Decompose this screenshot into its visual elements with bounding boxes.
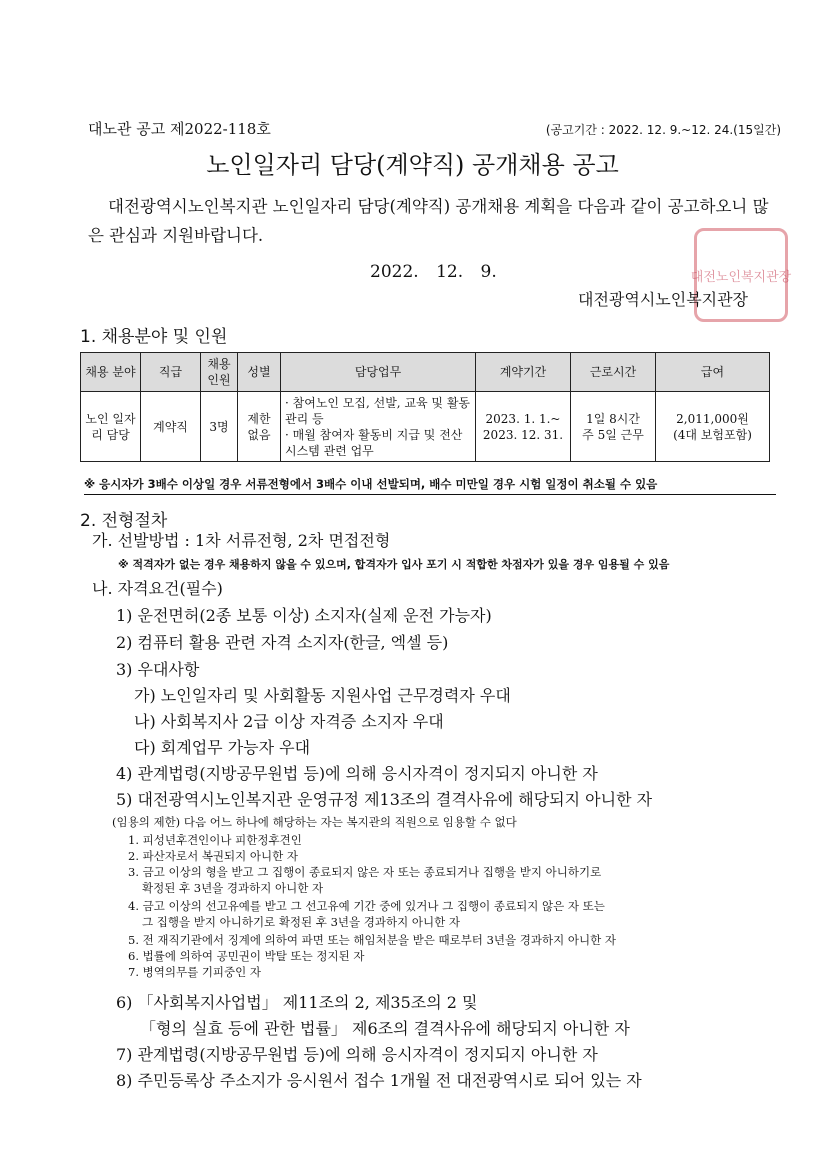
selection-note: ※ 적격자가 없는 경우 채용하지 않을 수 있으며, 합격자가 입사 포기 시 적합한 차점자가 있을 경우 임용될 수 있음 [118,558,670,571]
qual-item-2: 2) 컴퓨터 활용 관련 자격 소지자(한글, 엑셀 등) [116,633,449,652]
qual-item-3: 3) 우대사항 [116,660,200,679]
limit-item-3-cont: 확정된 후 3년을 경과하지 아니한 자 [142,881,324,895]
limit-item-1: 1. 피성년후견인이나 피한정후견인 [128,833,302,847]
intro-text: 대전광역시노인복지관 노인일자리 담당(계약직) 공개채용 계획을 다음과 같이 공고하오니 많은 관심과 지원바랍니다. [88,197,769,245]
pay-amount: 2,011,000원 [676,411,749,426]
th-field: 채용 분야 [81,353,141,392]
contract-end: 2023. 12. 31. [482,427,564,442]
qual-item-6b: 「형의 실효 등에 관한 법률」 제6조의 결격사유에 해당되지 아니한 자 [140,1019,630,1038]
th-contract: 계약기간 [476,353,571,392]
th-rank: 직급 [141,353,201,392]
pay-note: (4대 보험포함) [673,427,752,442]
page-title: 노인일자리 담당(계약직) 공개채용 공고 [206,151,619,179]
th-count: 채용 인원 [201,353,238,392]
seal-text: 대전노인복지관장 [690,270,792,285]
limit-heading [112,814,517,830]
cell-rank: 계약직 [141,392,201,462]
contract-start: 2023. 1. 1.~ [485,411,561,426]
limit-item-7: 7. 병역의무를 기피중인 자 [128,965,262,979]
notice-date: 2022. 12. 9. [370,262,497,282]
hiring-table [80,352,770,462]
cell-contract [476,392,571,462]
cell-pay [656,392,770,462]
qual-item-3a: 가) 노인일자리 및 사회활동 지원사업 근무경력자 우대 [134,686,511,705]
cell-gender: 제한 없음 [238,392,281,462]
qual-item-4: 4) 관계법령(지방공무원법 등)에 의해 응시자격이 정지되지 아니한 자 [116,764,598,783]
duty-item-1: · 참여노인 모집, 선발, 교육 및 활동관리 등 [285,395,471,426]
section1-title: 1. 채용분야 및 인원 [80,327,228,347]
selection-method: 가. 선발방법 : 1차 서류전형, 2차 면접전형 [92,531,391,550]
qual-item-3c: 다) 회계업무 가능자 우대 [134,738,311,757]
organization-name: 대전광역시노인복지관장 [578,290,749,309]
hours-week: 주 5일 근무 [582,427,644,442]
qual-item-6a: 6) 「사회복지사업법」 제11조의 2, 제35조의 2 및 [116,993,478,1012]
qual-item-5: 5) 대전광역시노인복지관 운영규정 제13조의 결격사유에 해당되지 아니한 자 [116,790,653,809]
limit-item-5: 5. 전 재직기관에서 징계에 의하여 파면 또는 해임처분을 받은 때로부터 3년을 경과하지 아니한 자 [128,933,616,947]
qual-item-1: 1) 운전면허(2종 보통 이상) 소지자(실제 운전 가능자) [116,606,492,625]
limit-item-4: 4. 금고 이상의 선고유예를 받고 그 선고유예 기간 중에 있거나 그 집행이 종료되지 않은 자 또는 [128,899,605,913]
qual-item-3b: 나) 사회복지사 2급 이상 자격증 소지자 우대 [134,712,444,731]
qual-item-8: 8) 주민등록상 주소지가 응시원서 접수 1개월 전 대전광역시로 되어 있는 자 [116,1071,642,1090]
limit-item-6: 6. 법률에 의하여 공민권이 박탈 또는 정지된 자 [128,949,365,963]
qualification-title: 나. 자격요건(필수) [92,579,223,598]
cell-count: 3명 [201,392,238,462]
notice-period: (공고기간 : 2022. 12. 9.~12. 24.(15일간) [545,123,781,137]
table-header-row [81,353,770,392]
notice-number: 대노관 공고 제2022-118호 [88,120,271,138]
th-pay: 급여 [656,353,770,392]
th-duty: 담당업무 [281,353,476,392]
section2-title: 2. 전형절차 [80,511,168,531]
limit-item-3: 3. 금고 이상의 형을 받고 그 집행이 종료되지 않은 자 또는 종료되거나 집행을 받지 아니하기로 [128,865,602,879]
limit-text: 다음 어느 하나에 해당하는 자는 복지관의 직원으로 임용할 수 없다 [180,815,517,829]
cell-hours [571,392,656,462]
section1-note: ※ 응시자가 3배수 이상일 경우 서류전형에서 3배수 이내 선발되며, 배수 미만일 경우 시험 일정이 취소될 수 있음 [84,476,776,495]
qual-item-7: 7) 관계법령(지방공무원법 등)에 의해 응시자격이 정지되지 아니한 자 [116,1045,598,1064]
cell-duty [281,392,476,462]
limit-item-2: 2. 파산자로서 복권되지 아니한 자 [128,849,299,863]
table-row [81,392,770,462]
limit-item-4-cont: 그 집행을 받지 아니하기로 확정된 후 3년을 경과하지 아니한 자 [142,915,460,929]
th-gender: 성별 [238,353,281,392]
limit-title: (임용의 제한) [112,815,181,829]
hours-day: 1일 8시간 [586,411,640,426]
cell-field: 노인 일자리 담당 [81,392,141,462]
duty-item-2: · 매월 참여자 활동비 지급 및 전산시스템 관련 업무 [285,427,463,458]
th-hours: 근로시간 [571,353,656,392]
